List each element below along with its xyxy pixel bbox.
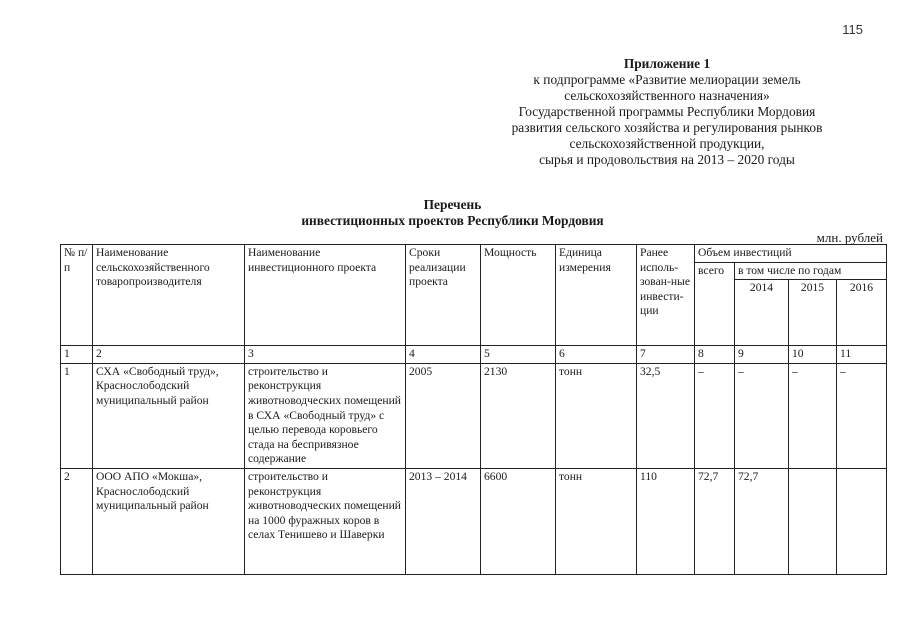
header-num: № п/п [61,245,93,346]
appendix-line: сельскохозяйственной продукции, [569,136,765,151]
header-by-years: в том числе по годам [735,262,887,280]
row-2015: – [789,363,837,468]
row-unit: тонн [556,363,637,468]
header-project: Наименование инвестиционного проекта [245,245,406,346]
column-number: 9 [735,346,789,364]
row-project: строительство и реконструкция животноводческих помещений на 1000 фуражных коров в селах Тенишево и Шаверки [245,468,406,574]
header-year-2014: 2014 [735,280,789,346]
column-number: 10 [789,346,837,364]
row-project: строительство и реконструкция животноводческих помещений в СХА «Свободный труд» с целью перевода коровьего стада на беспривязное содержание [245,363,406,468]
column-number: 6 [556,346,637,364]
appendix-line: развития сельского хозяйства и регулирования рынков [511,120,823,135]
row-producer: ООО АПО «Мокша», Краснослободский муниципальный район [93,468,245,574]
column-number: 8 [695,346,735,364]
row-2016: – [837,363,887,468]
header-row [61,245,887,263]
row-num: 2 [61,468,93,574]
row-producer: СХА «Свободный труд», Краснослободский муниципальный район [93,363,245,468]
title-line-2: инвестиционных проектов Республики Мордовия [301,213,604,228]
appendix-line: к подпрограмме «Развитие мелиорации земель [533,72,801,87]
row-total: – [695,363,735,468]
column-number: 5 [481,346,556,364]
column-number: 4 [406,346,481,364]
row-unit: тонн [556,468,637,574]
appendix-header [477,56,857,168]
row-2016 [837,468,887,574]
header-producer: Наименование сельскохозяйственного товаропроизводителя [93,245,245,346]
column-number: 1 [61,346,93,364]
header-year-2015: 2015 [789,280,837,346]
column-number: 2 [93,346,245,364]
row-2015 [789,468,837,574]
column-number: 7 [637,346,695,364]
page-number: 115 [842,22,863,37]
units-label: млн. рублей [816,230,883,245]
title-line-1: Перечень [423,197,482,212]
header-capacity: Мощность [481,245,556,346]
document-title [0,197,905,229]
investment-projects-table [60,244,887,575]
header-prior-investments: Ранее исполь-зован-ные инвести-ции [637,245,695,346]
header-unit: Единица измерения [556,245,637,346]
table-row [61,363,887,468]
row-2014: – [735,363,789,468]
row-terms: 2005 [406,363,481,468]
row-num: 1 [61,363,93,468]
column-number-row [61,346,887,364]
row-prior: 32,5 [637,363,695,468]
header-investment-volume: Объем инвестиций [695,245,887,263]
column-number: 3 [245,346,406,364]
row-terms: 2013 – 2014 [406,468,481,574]
row-total: 72,7 [695,468,735,574]
header-terms: Сроки реализации проекта [406,245,481,346]
header-year-2016: 2016 [837,280,887,346]
row-2014: 72,7 [735,468,789,574]
row-capacity: 2130 [481,363,556,468]
table-row [61,468,887,574]
column-number: 11 [837,346,887,364]
appendix-line: Государственной программы Республики Мордовия [518,104,816,119]
row-capacity: 6600 [481,468,556,574]
appendix-line: сырья и продовольствия на 2013 – 2020 годы [539,152,795,167]
appendix-line: сельскохозяйственного назначения» [564,88,770,103]
appendix-title: Приложение 1 [623,56,711,71]
row-prior: 110 [637,468,695,574]
header-total: всего [695,262,735,346]
